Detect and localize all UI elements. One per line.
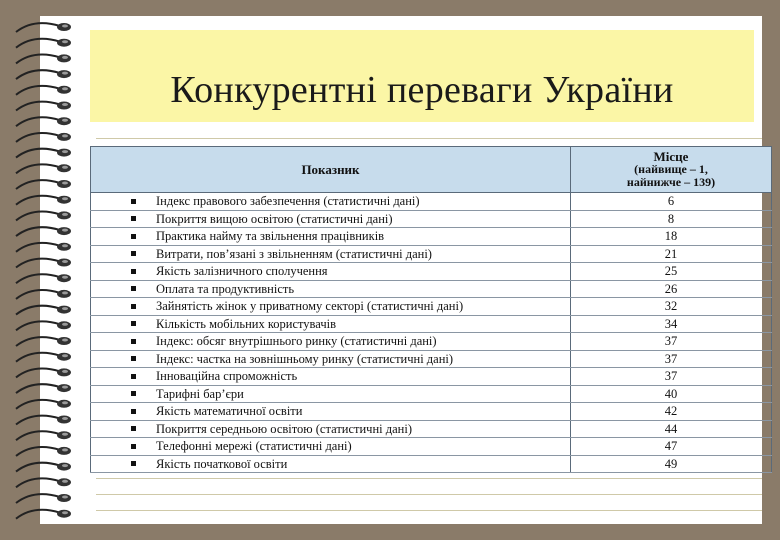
indicator-cell [91,210,571,228]
place-header-title: Місце [653,149,689,164]
indicator-cell [91,263,571,281]
bullet-icon [131,339,136,344]
ruled-line [96,510,762,511]
spiral-binding-icon [14,18,78,522]
indicator-cell [91,368,571,386]
indicator-cell [91,455,571,473]
rank-cell: 26 [571,280,772,298]
indicator-cell [91,193,571,211]
table-row [91,333,772,351]
indicator-label: Витрати, пов’язані з звільненням (статистичні дані) [156,246,432,261]
indicator-label: Покриття вищою освітою (статистичні дані) [156,211,393,226]
table-row [91,350,772,368]
indicator-cell [91,245,571,263]
title-box [90,30,754,122]
table-row [91,403,772,421]
ruled-line [96,478,762,479]
rank-cell: 42 [571,403,772,421]
table-body [91,193,772,473]
bullet-icon [131,199,136,204]
table-row [91,420,772,438]
indicator-cell [91,228,571,246]
table-row [91,280,772,298]
column-header-place [571,147,772,193]
table-row [91,298,772,316]
table-row [91,385,772,403]
indicator-label: Практика найму та звільнення працівників [156,229,385,244]
competitive-advantages-table [90,146,772,471]
indicator-cell [91,280,571,298]
indicator-cell [91,385,571,403]
bullet-icon [131,374,136,379]
table-row [91,368,772,386]
bullet-icon [131,426,136,431]
table-row [91,438,772,456]
indicator-cell [91,298,571,316]
table-row [91,210,772,228]
table-row [91,245,772,263]
indicator-cell [91,350,571,368]
indicator-label: Інноваційна спроможність [156,369,298,384]
rank-cell: 21 [571,245,772,263]
indicator-label: Оплата та продуктивність [156,281,295,296]
bullet-icon [131,409,136,414]
table-row [91,263,772,281]
bullet-icon [131,356,136,361]
place-header-sub1: (найвище – 1, [634,162,708,176]
rank-cell: 47 [571,438,772,456]
indicator-label: Якість залізничного сполучення [156,264,328,279]
bullet-icon [131,269,136,274]
bullet-icon [131,461,136,466]
place-header-sub2: найнижче – 139) [626,175,716,189]
indicator-label: Тарифні бар’єри [156,386,244,401]
rank-cell: 49 [571,455,772,473]
rank-cell: 8 [571,210,772,228]
indicator-cell [91,315,571,333]
bullet-icon [131,234,136,239]
table-row [91,315,772,333]
bullet-icon [131,391,136,396]
indicator-label: Зайнятість жінок у приватному секторі (статистичні дані) [156,299,464,314]
indicator-label: Телефонні мережі (статистичні дані) [156,439,352,454]
indicator-label: Індекс: частка на зовнішньому ринку (статистичні дані) [156,351,454,366]
rank-cell: 40 [571,385,772,403]
bullet-icon [131,321,136,326]
ruled-line [96,138,762,139]
indicator-cell [91,420,571,438]
rank-cell: 32 [571,298,772,316]
indicator-label: Покриття середньою освітою (статистичні дані) [156,421,412,436]
table-row [91,193,772,211]
indicator-cell [91,333,571,351]
ruled-line [96,494,762,495]
indicator-label: Якість початкової освіти [156,456,288,471]
indicator-label: Якість математичної освіти [156,404,303,419]
rank-cell: 37 [571,350,772,368]
bullet-icon [131,444,136,449]
indicator-label: Кількість мобільних користувачів [156,316,336,331]
table-row [91,228,772,246]
rank-cell: 34 [571,315,772,333]
bullet-icon [131,304,136,309]
rank-cell: 25 [571,263,772,281]
indicator-cell [91,403,571,421]
rank-cell: 37 [571,368,772,386]
bullet-icon [131,216,136,221]
rank-cell: 18 [571,228,772,246]
bullet-icon [131,286,136,291]
rank-cell: 37 [571,333,772,351]
rank-cell: 6 [571,193,772,211]
slide-title: Конкурентні переваги України [170,69,674,111]
table-row [91,455,772,473]
column-header-indicator: Показник [91,147,571,193]
rank-cell: 44 [571,420,772,438]
indicator-label: Індекс: обсяг внутрішнього ринку (статистичні дані) [156,334,437,349]
indicator-label: Індекс правового забезпечення (статистичні дані) [156,194,420,209]
indicator-cell [91,438,571,456]
bullet-icon [131,251,136,256]
